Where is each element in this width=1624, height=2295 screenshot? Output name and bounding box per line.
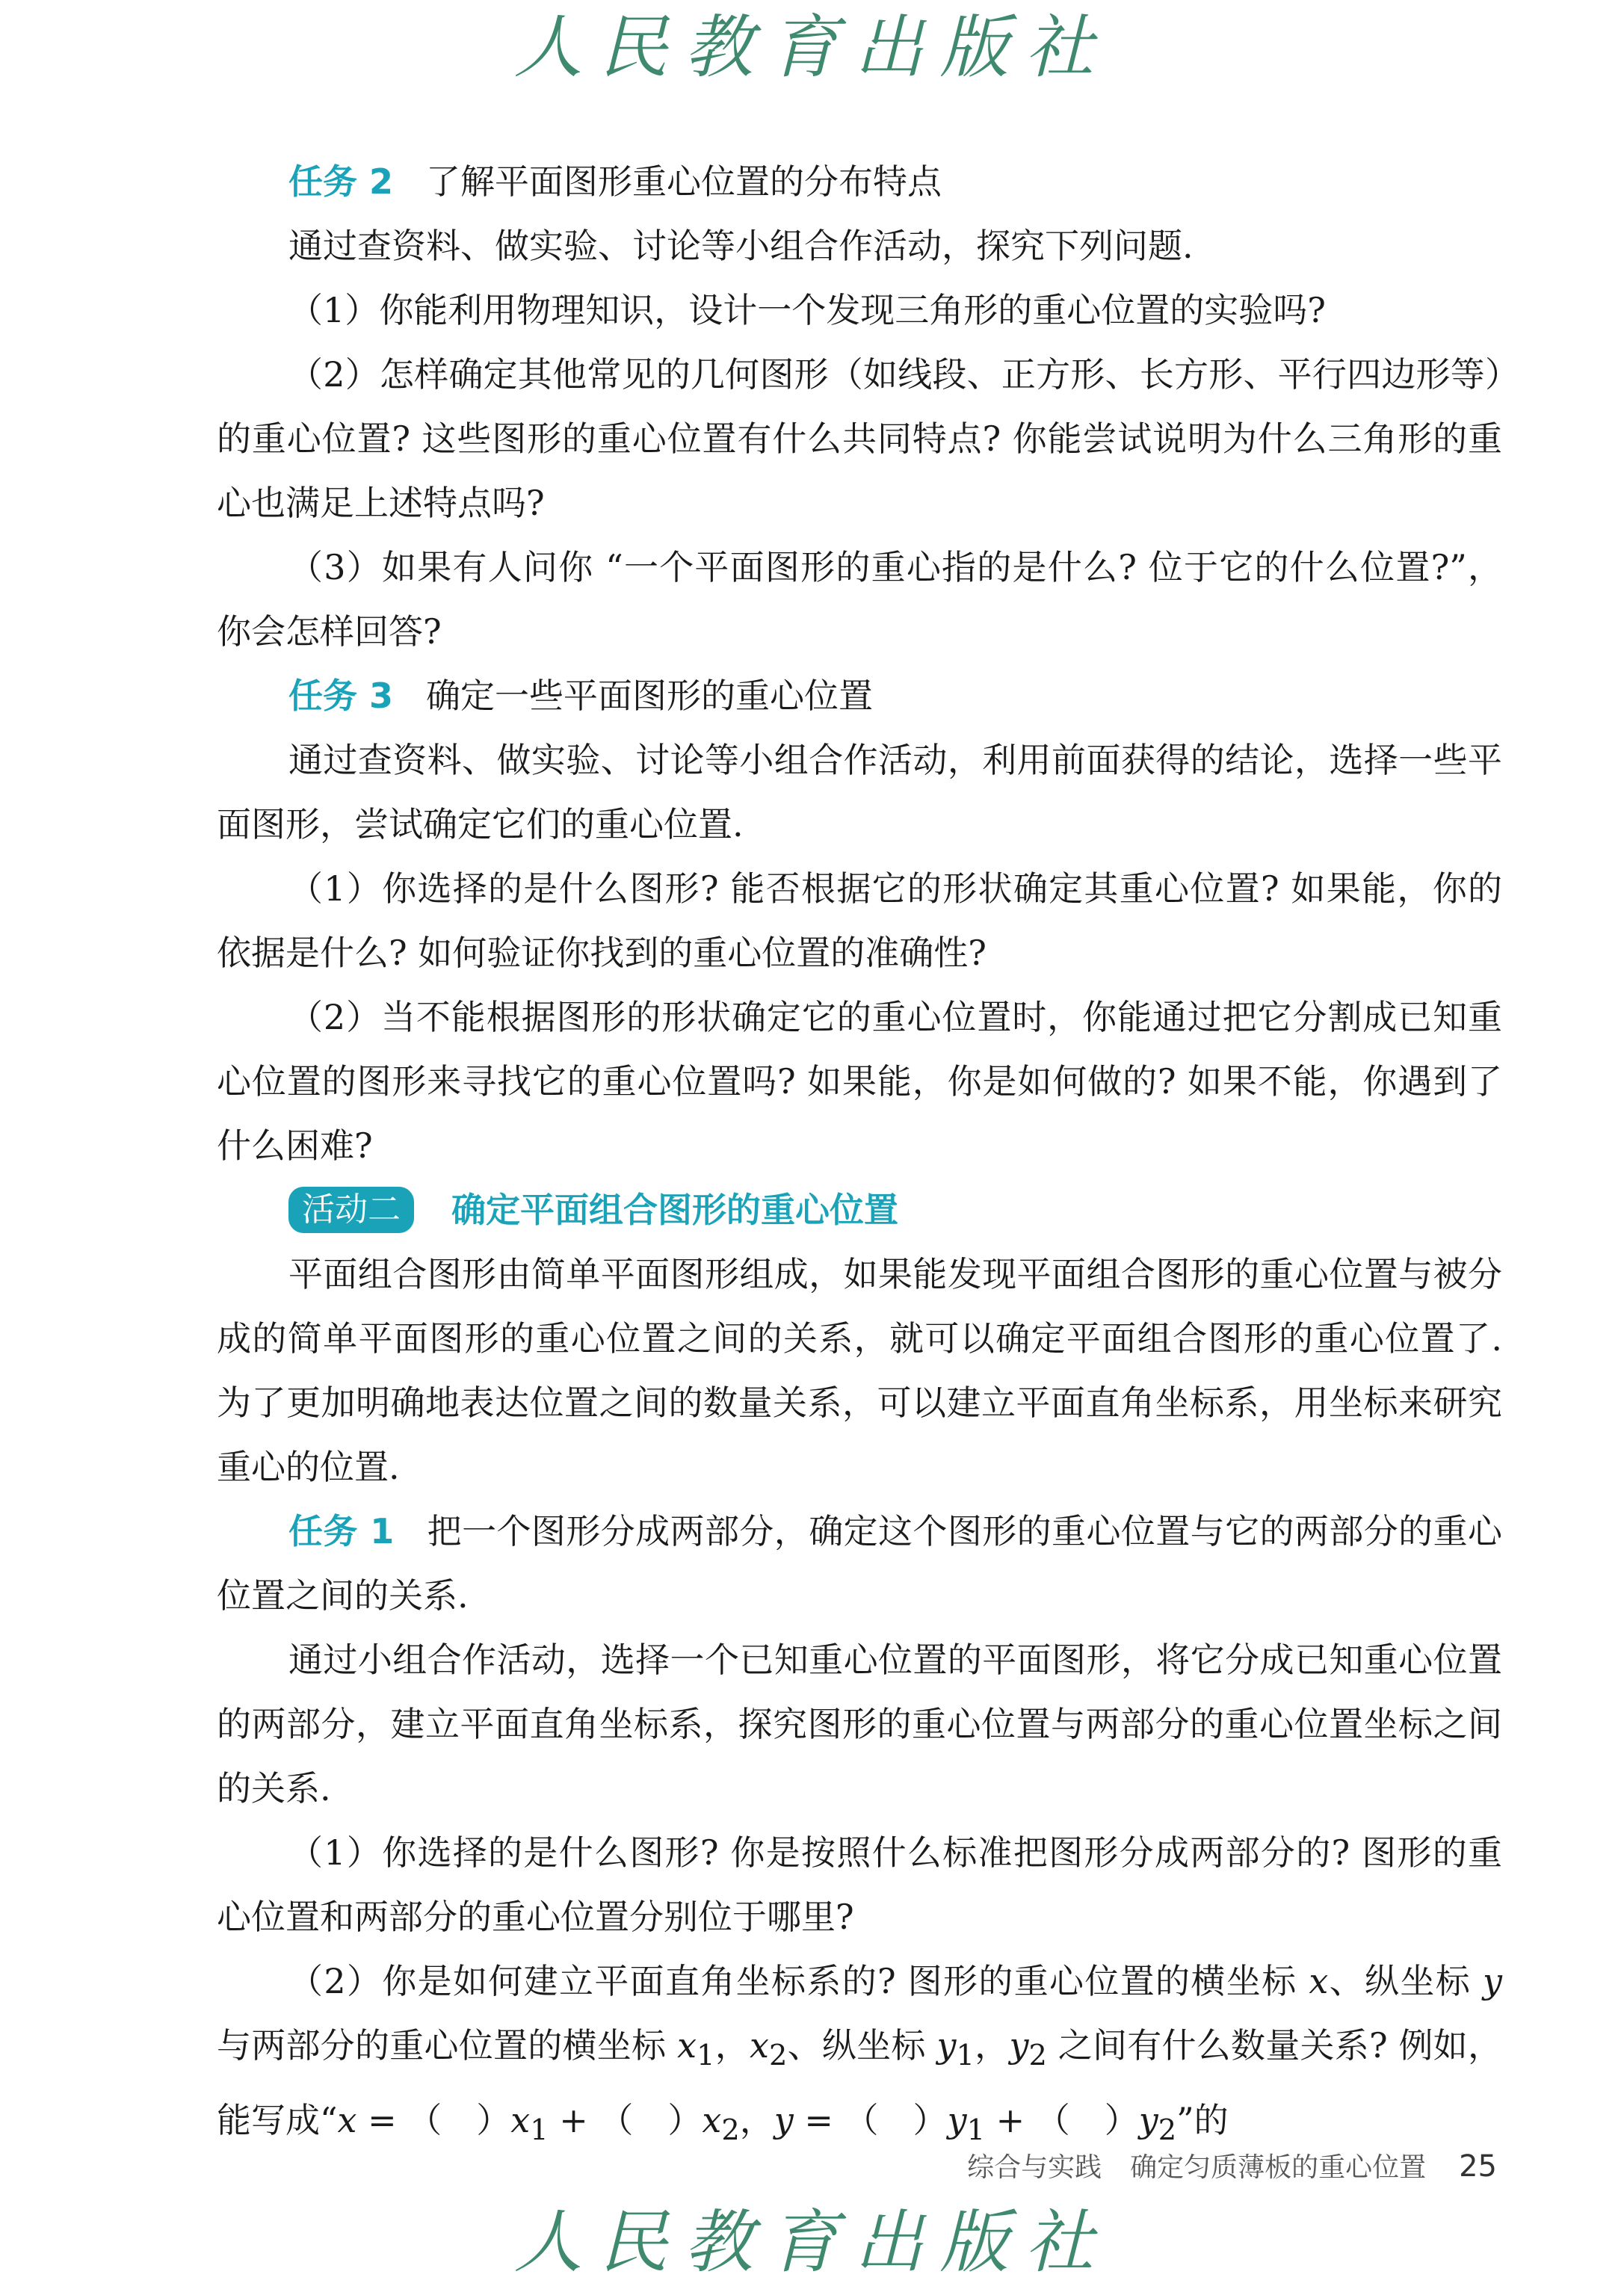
sub-2: 2 [768, 2039, 788, 2073]
q2-text-b: 、纵坐标 [1328, 1961, 1483, 2001]
publisher-logo-bottom: 人民教育出版社 [513, 2202, 1111, 2282]
task3-label: 任务 3 [288, 676, 394, 716]
sub-1: 1 [697, 2039, 715, 2073]
formula-x: x [337, 2100, 357, 2141]
task2-heading [288, 149, 1502, 214]
task1-question-2 [217, 1949, 1502, 2163]
formula-y2: y [1138, 2100, 1158, 2141]
task2-label: 任务 2 [288, 161, 394, 202]
task1-intro: 通过小组合作活动，选择一个已知重心位置的平面图形，将它分成已知重心位置的两部分，建立平面直角坐标系，探究图形的重心位置与两部分的重心位置坐标之间的关系. [217, 1640, 1502, 1808]
task3-question-1: （1）你选择的是什么图形? 能否根据它的形状确定其重心位置? 如果能，你的依据是什么? 如何验证你找到的重心位置的准确性? [217, 868, 1502, 973]
page-content [217, 149, 1502, 2163]
task2-intro: 通过查资料、做实验、讨论等小组合作活动，探究下列问题. [288, 226, 1194, 266]
formula-sub-4: 2 [1158, 2113, 1177, 2148]
task1-heading [217, 1499, 1502, 1628]
q2-text-e: 之间有什么数量关系? 例如，能写成“ [217, 2025, 1503, 2141]
var-x2: x [750, 2025, 769, 2066]
task2-title: 了解平面图形重心位置的分布特点 [426, 161, 942, 202]
formula-y: y [774, 2100, 794, 2141]
formula-sub-3: 1 [966, 2113, 985, 2148]
var-x1: x [677, 2025, 697, 2066]
formula-x2: x [702, 2100, 722, 2141]
formula-sub-1: 1 [530, 2113, 549, 2148]
formula-eq-1: = （ ） [356, 2100, 511, 2141]
page-number: 25 [1459, 2149, 1497, 2184]
activity2-heading [288, 1178, 1502, 1242]
q2-text-d: 、纵坐标 [787, 2025, 937, 2066]
var-y2: y [1009, 2025, 1029, 2066]
task2-question-1: （1）你能利用物理知识，设计一个发现三角形的重心位置的实验吗? [288, 290, 1326, 330]
formula-x1: x [510, 2100, 531, 2141]
var-y: y [1483, 1961, 1502, 2001]
q2-comma-1: ， [714, 2025, 750, 2066]
var-y1: y [936, 2025, 957, 2066]
q2-text-a: （2）你是如何建立平面直角坐标系的? 图形的重心位置的横坐标 [288, 1961, 1309, 2001]
formula-plus-2: + （ ） [984, 2100, 1139, 2141]
formula-eq-2: = （ ） [793, 2100, 948, 2141]
footer-section: 确定匀质薄板的重心位置 [1130, 2152, 1427, 2183]
activity2-intro: 平面组合图形由简单平面图形组成，如果能发现平面组合图形的重心位置与被分成的简单平面图形的重心位置之间的关系，就可以确定平面组合图形的重心位置了. 为了更加明确地表达位置之间的数量关系，可以建立平面直角坐标系，用坐标来研究重心的位置. [217, 1254, 1502, 1487]
task3-title: 确定一些平面图形的重心位置 [426, 676, 874, 716]
q2-comma-2: ， [974, 2025, 1010, 2066]
task1-label: 任务 1 [288, 1511, 395, 1551]
task1-title: 把一个图形分成两部分，确定这个图形的重心位置与它的两部分的重心位置之间的关系. [217, 1511, 1503, 1616]
activity2-title: 确定平面组合图形的重心位置 [451, 1190, 898, 1230]
task3-heading [288, 664, 1502, 728]
page-footer [967, 2146, 1497, 2184]
task1-question-1: （1）你选择的是什么图形? 你是按照什么标准把图形分成两部分的? 图形的重心位置和两部分的重心位置分别位于哪里? [217, 1832, 1502, 1937]
formula-plus-1: + （ ） [548, 2100, 703, 2141]
activity2-badge: 活动二 [288, 1187, 414, 1233]
var-x: x [1309, 1961, 1329, 2001]
task2-question-2: （2）怎样确定其他常见的几何图形（如线段、正方形、长方形、平行四边形等）的重心位置? 这些图形的重心位置有什么共同特点? 你能尝试说明为什么三角形的重心也满足上述特点吗? [217, 354, 1502, 523]
sub-4: 2 [1028, 2039, 1047, 2073]
formula-comma: ， [739, 2100, 774, 2141]
sub-3: 1 [956, 2039, 975, 2073]
q2-text-c: 与两部分的重心位置的横坐标 [217, 2025, 678, 2066]
task2-question-3: （3）如果有人问你 “一个平面图形的重心指的是什么? 位于它的什么位置?”，你会怎样回答? [217, 547, 1502, 652]
footer-chapter: 综合与实践 [967, 2152, 1102, 2183]
formula-sub-2: 2 [721, 2113, 740, 2148]
task3-question-2: （2）当不能根据图形的形状确定它的重心位置时，你能通过把它分割成已知重心位置的图形来寻找它的重心位置吗? 如果能，你是如何做的? 如果不能，你遇到了什么困难? [217, 997, 1502, 1166]
q2-text-end: ”的 [1176, 2100, 1229, 2141]
formula-y1: y [947, 2100, 967, 2141]
publisher-logo-top: 人民教育出版社 [513, 7, 1111, 87]
task3-intro: 通过查资料、做实验、讨论等小组合作活动，利用前面获得的结论，选择一些平面图形，尝试确定它们的重心位置. [217, 740, 1502, 844]
